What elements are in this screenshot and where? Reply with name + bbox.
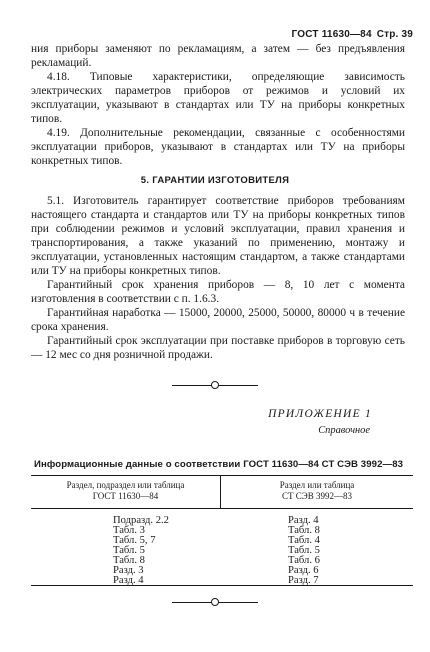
- paragraph-operating-hours: Гарантийная наработка — 15000, 20000, 25000, 50000, 80000 ч в течение срока хранения.: [31, 307, 405, 334]
- table-cell: Разд. 3: [113, 565, 144, 576]
- appendix-subtitle: Справочное: [318, 425, 370, 436]
- table-title: Информационные данные о соответствии ГОСТ 11630—84 СТ СЭВ 3992—83: [34, 459, 404, 470]
- page-number: Стр. 39: [376, 29, 413, 40]
- section-end-divider: [172, 381, 258, 389]
- right-column-header: Раздел или таблица СТ СЭВ 3992—83: [279, 480, 355, 501]
- paragraph-storage-warranty: Гарантийный срок хранения приборов — 8, 10 лет с момента изготовления в соответствии с п. 1.6.3.: [31, 279, 405, 306]
- table-cell: Табл. 6: [288, 555, 320, 566]
- paragraph-4-18: 4.18. Типовые характеристики, определяющие зависимость электрических параметров приборов от режимов и условий их эксплуатации, указывают в стандартах или ТУ на приборы конкретных типов.: [31, 71, 405, 126]
- left-column-header: Раздел, подраздел или таблица ГОСТ 11630—84: [66, 480, 185, 501]
- page-header: [292, 29, 413, 40]
- table-cell: Табл. 5, 7: [113, 535, 156, 546]
- table-cell: Разд. 7: [288, 575, 319, 586]
- table-cell: Табл. 4: [288, 535, 320, 546]
- paragraph-5-1: 5.1. Изготовитель гарантирует соответствие приборов требованиям настоящего стандарта и стандартов или ТУ на приборы конкретных типов при соблюдении режимов и условий эксплуатации, правил хранения и транспортирования, а также указаний по применению, монтажу и эксплуатации, установленных настоящим стандартом, а также стандартами или ТУ на приборы конкретных типов.: [31, 195, 405, 278]
- table-cell: Подразд. 2.2: [113, 515, 169, 526]
- section-title: 5. ГАРАНТИИ ИЗГОТОВИТЕЛЯ: [140, 175, 290, 186]
- table-cell: Разд. 4: [288, 515, 319, 526]
- table-cell: Табл. 8: [113, 555, 145, 566]
- paragraph-continuation: ния приборы заменяют по рекламациям, а затем — без предъявления рекламаций.: [31, 43, 405, 70]
- table-cell: Табл. 5: [113, 545, 145, 556]
- appendix-title: ПРИЛОЖЕНИЕ 1: [268, 408, 372, 420]
- table-cell: Табл. 5: [288, 545, 320, 556]
- correspondence-table: [31, 475, 413, 586]
- sev-column: [288, 516, 320, 586]
- paragraph-operation-warranty: Гарантийный срок эксплуатации при поставке приборов в торговую сеть — 12 мес со дня розничной продажи.: [31, 335, 405, 362]
- table-cell: Разд. 6: [288, 565, 319, 576]
- gost-column: [113, 516, 169, 586]
- paragraph-4-19: 4.19. Дополнительные рекомендации, связанные с особенностями эксплуатации приборов, указывают в стандартах или ТУ на приборы конкретных типов.: [31, 127, 405, 168]
- document-end-divider: [172, 598, 258, 606]
- table-cell: Разд. 4: [113, 575, 144, 586]
- table-cell: Табл. 8: [288, 525, 320, 536]
- standard-number: ГОСТ 11630—84: [291, 29, 372, 40]
- table-cell: Табл. 3: [113, 525, 145, 536]
